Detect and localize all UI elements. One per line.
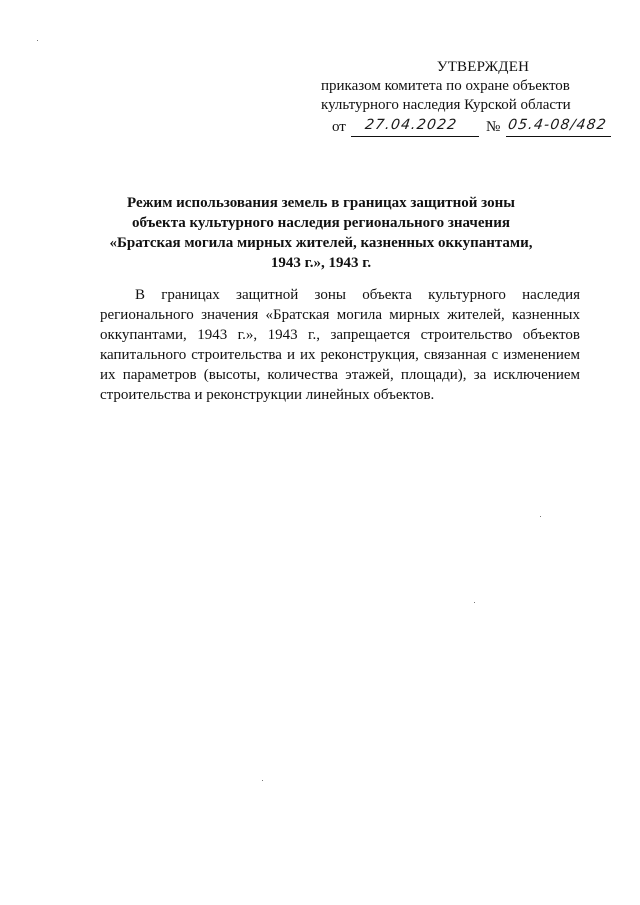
scan-speck xyxy=(540,516,541,517)
approval-block xyxy=(318,58,618,138)
handwritten-date: 27.04.2022 xyxy=(363,117,459,133)
approval-authority-line-1: приказом комитета по охране объектов xyxy=(321,78,570,94)
scan-speck xyxy=(474,602,475,603)
number-label: № xyxy=(486,119,501,135)
order-reference xyxy=(318,116,618,138)
handwritten-number: 05.4-08/482 xyxy=(506,117,608,133)
date-field xyxy=(351,116,479,137)
approval-authority-line-2: культурного наследия Курской области xyxy=(321,97,571,113)
date-label: от xyxy=(332,119,346,135)
number-field xyxy=(506,116,611,137)
document-title: Режим использования земель в границах защитной зоны объекта культурного наследия регионального значения «Братская могила мирных жителей, казненных оккупантами, 1943 г.», 1943 г. xyxy=(109,195,533,271)
scan-speck xyxy=(262,780,263,781)
approval-heading: УТВЕРЖДЕН xyxy=(436,59,530,75)
document-body-paragraph: В границах защитной зоны объекта культурного наследия регионального значения «Братская могила мирных жителей, казненных оккупантами, 1943 г.», 1943 г., запрещается строительство объектов капитального строительства и их реконструкция, связанная с изменением их параметров (высоты, количества этажей, площади), за исключением строительства и реконструкции линейных объектов. xyxy=(100,287,580,403)
scan-speck xyxy=(37,40,38,41)
